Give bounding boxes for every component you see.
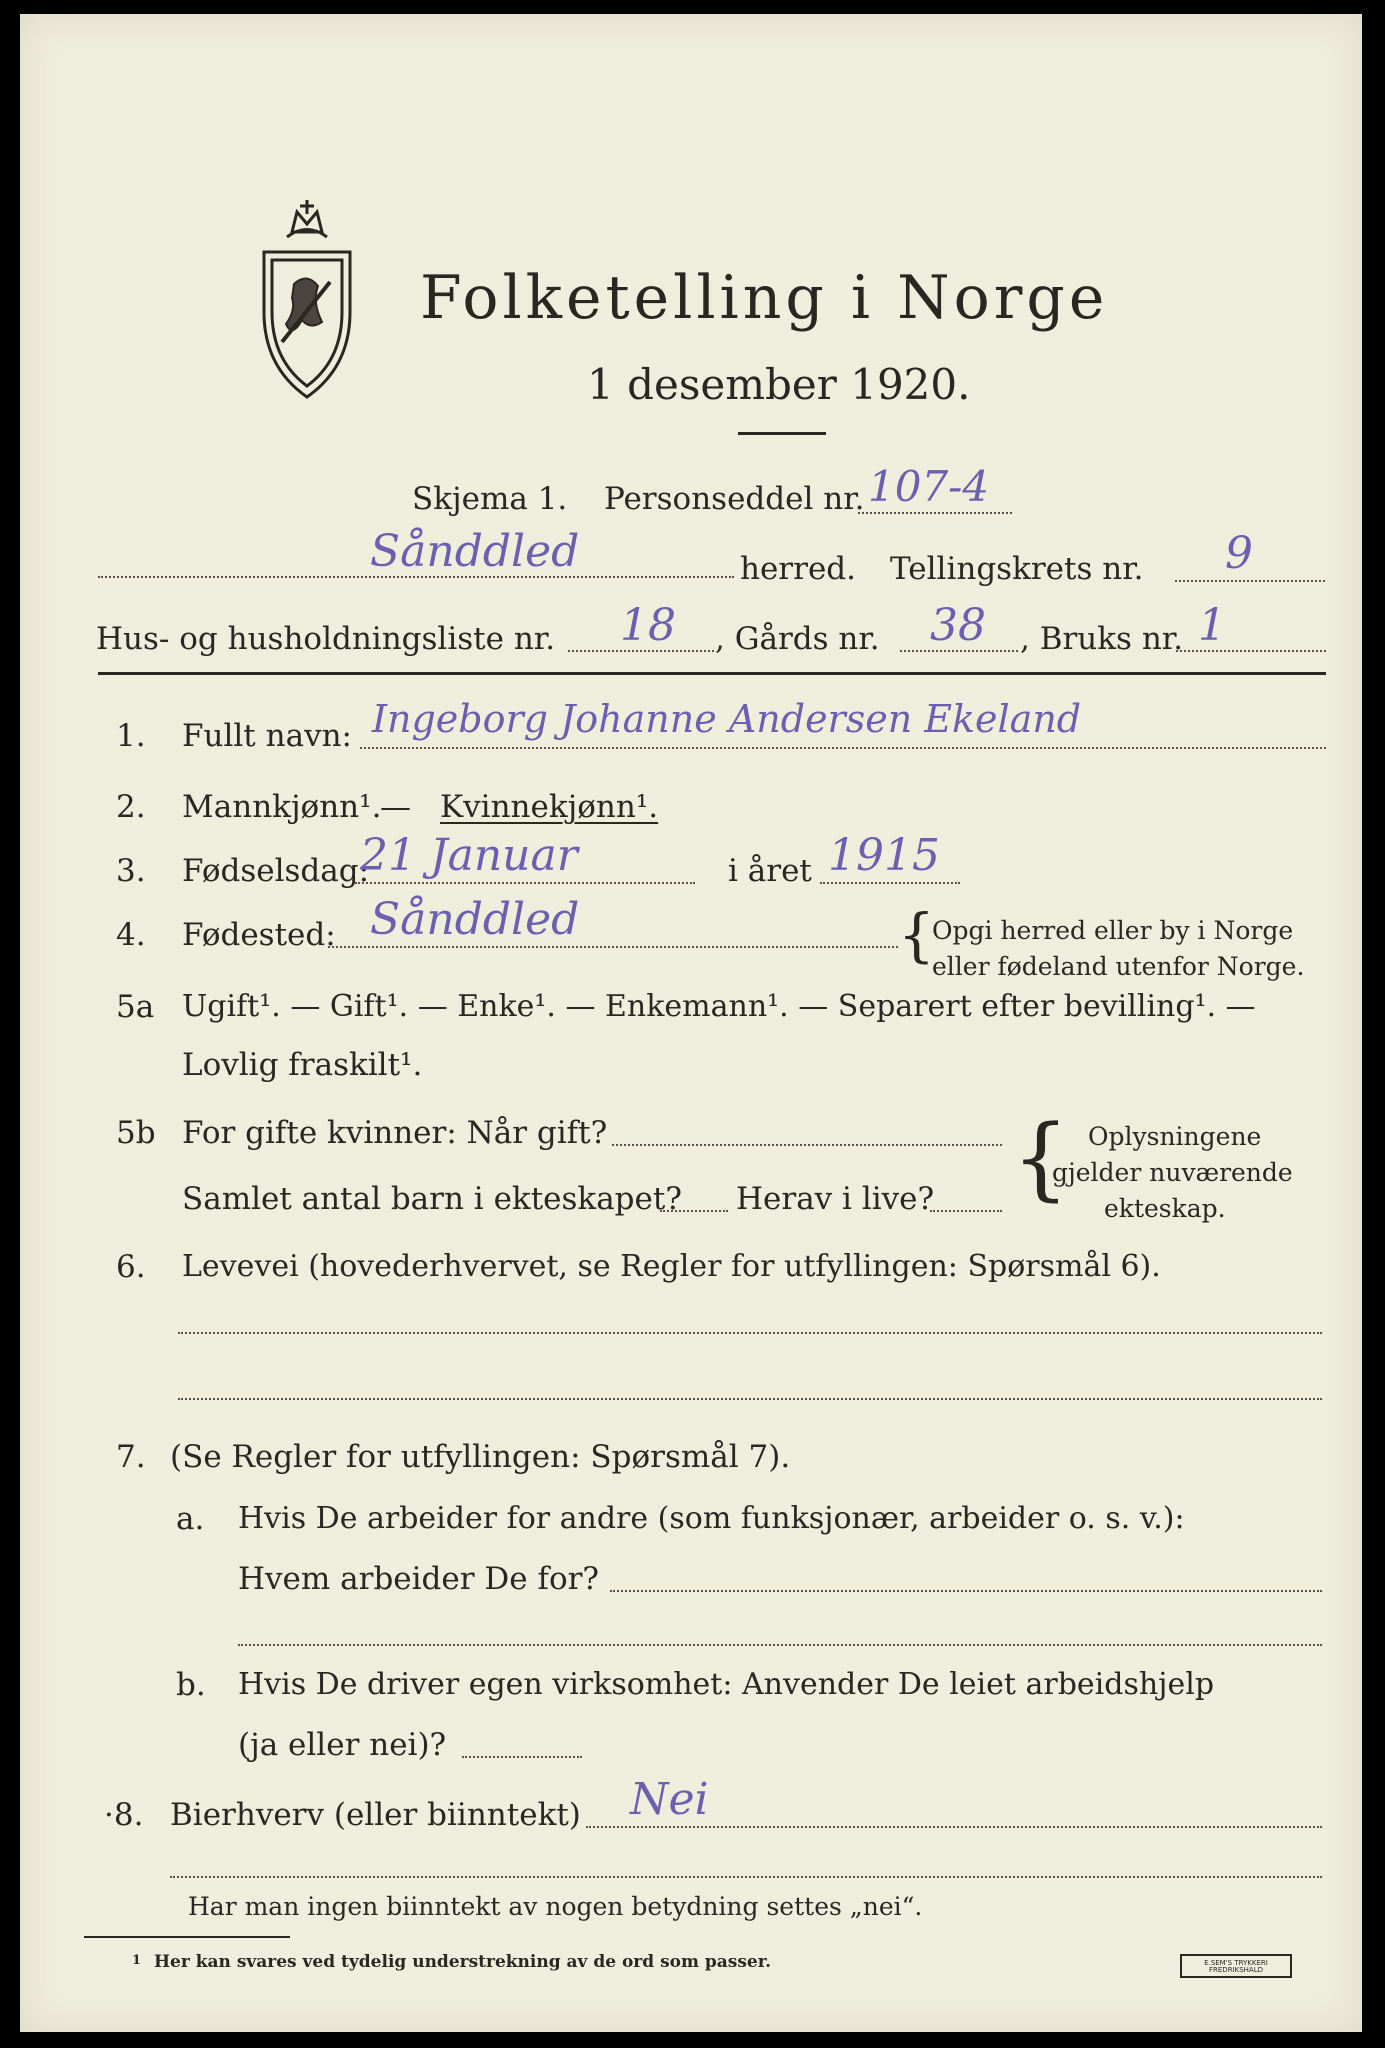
birthday-field[interactable] — [355, 882, 695, 884]
birthplace-value: Sånddled — [370, 894, 580, 945]
full-name-field[interactable] — [360, 747, 1326, 749]
norwegian-coat-of-arms-icon — [252, 192, 362, 402]
q1-number: 1. — [116, 718, 146, 754]
form-title: Folketelling i Norge — [420, 263, 1109, 333]
birth-year-value: 1915 — [828, 830, 940, 881]
q3-label: Fødselsdag: — [182, 853, 370, 889]
children-alive-field[interactable] — [930, 1210, 1002, 1212]
q5b-brace: { — [1012, 1106, 1070, 1211]
q4-label: Fødested: — [182, 917, 336, 953]
q4-note-2: eller fødeland utenfor Norge. — [932, 952, 1305, 981]
children-total-label: Samlet antal barn i ekteskapet? — [182, 1181, 682, 1217]
occupation-field-2[interactable] — [178, 1398, 1322, 1400]
footnote-text: Her kan svares ved tydelig understrekning av de ord som passer. — [154, 1952, 772, 1972]
side-income-value: Nei — [630, 1774, 709, 1825]
q5a-number: 5a — [116, 989, 155, 1025]
occupation-field-1[interactable] — [178, 1332, 1322, 1334]
footnote-mark: 1 — [132, 1953, 142, 1968]
herred-label: herred. — [740, 551, 856, 587]
gards-value: 38 — [930, 600, 986, 651]
personseddel-label: Personseddel nr. — [604, 481, 865, 517]
q7a-line-1: Hvis De arbeider for andre (som funksjonær, arbeider o. s. v.): — [238, 1501, 1185, 1536]
title-divider — [738, 432, 826, 435]
personseddel-field[interactable] — [858, 512, 1012, 514]
married-when-field[interactable] — [612, 1144, 1002, 1146]
marital-status-options[interactable]: Ugift¹. — Gift¹. — Enke¹. — Enkemann¹. — Separert efter bevilling¹. — — [182, 989, 1256, 1024]
q4-brace: { — [898, 901, 935, 969]
census-form — [20, 14, 1362, 2032]
herred-value: Sånddled — [370, 526, 580, 577]
skjema-label: Skjema 1. — [412, 481, 568, 517]
q3-number: 3. — [116, 853, 146, 889]
q7a-letter: a. — [176, 1501, 205, 1537]
q5b-note-1: Oplysningene — [1088, 1122, 1262, 1151]
divorced-option[interactable]: Lovlig fraskilt¹. — [182, 1047, 423, 1083]
q6-label: Levevei (hovederhvervet, se Regler for utfyllingen: Spørsmål 6). — [182, 1249, 1161, 1284]
children-total-field[interactable] — [660, 1210, 728, 1212]
nei-note: Har man ingen biinntekt av nogen betydning settes „nei“. — [188, 1892, 923, 1921]
q4-number: 4. — [116, 917, 146, 953]
birth-year-field[interactable] — [820, 882, 960, 884]
full-name-value: Ingeborg Johanne Andersen Ekeland — [372, 697, 1082, 741]
q7-label: (Se Regler for utfyllingen: Spørsmål 7). — [170, 1439, 791, 1475]
hus-value: 18 — [620, 600, 676, 651]
q1-label: Fullt navn: — [182, 718, 352, 754]
header-divider — [98, 672, 1326, 675]
side-income-field-1[interactable] — [586, 1826, 1322, 1828]
q2-dash: — — [380, 789, 411, 825]
children-alive-label: Herav i live? — [736, 1181, 935, 1217]
side-income-field-2[interactable] — [170, 1876, 1322, 1878]
hus-label: Hus- og husholdningsliste nr. — [96, 621, 556, 657]
year-label: i året — [728, 853, 812, 889]
q7b-letter: b. — [176, 1667, 206, 1703]
hired-help-field[interactable] — [462, 1756, 582, 1758]
personseddel-value: 107-4 — [868, 462, 990, 511]
married-when-label: For gifte kvinner: Når gift? — [182, 1115, 608, 1151]
tellingskrets-label: Tellingskrets nr. — [890, 551, 1144, 587]
q7b-line-1: Hvis De driver egen virksomhet: Anvender De leiet arbeidshjelp — [238, 1667, 1215, 1702]
bruks-value: 1 — [1198, 600, 1226, 651]
q7a-line-2: Hvem arbeider De for? — [238, 1561, 600, 1597]
q4-note-1: Opgi herred eller by i Norge — [932, 916, 1294, 945]
census-date: 1 desember 1920. — [587, 360, 971, 409]
female-option[interactable]: Kvinnekjønn¹. — [440, 789, 659, 825]
printer-stamp: E.SEM'S TRYKKERI FREDRIKSHALD — [1180, 1954, 1292, 1978]
q7b-line-2: (ja eller nei)? — [238, 1727, 447, 1763]
male-option[interactable]: Mannkjønn¹. — [182, 789, 382, 825]
q8-number: ·8. — [104, 1797, 144, 1833]
q7-number: 7. — [116, 1439, 146, 1475]
bruks-label: , Bruks nr. — [1020, 621, 1184, 657]
q5b-number: 5b — [116, 1115, 156, 1151]
birthplace-field[interactable] — [328, 946, 898, 948]
q2-number: 2. — [116, 789, 146, 825]
gards-label: , Gårds nr. — [715, 621, 880, 657]
q5b-note-3: ekteskap. — [1104, 1194, 1226, 1223]
q6-number: 6. — [116, 1249, 146, 1285]
tellingskrets-value: 9 — [1225, 528, 1253, 579]
employer-field-1[interactable] — [610, 1590, 1322, 1592]
q8-label: Bierhverv (eller biinntekt) — [170, 1797, 581, 1833]
birthday-value: 21 Januar — [360, 830, 578, 881]
q5b-note-2: gjelder nuværende — [1052, 1158, 1293, 1187]
tellingskrets-field[interactable] — [1175, 580, 1325, 582]
footnote-divider — [84, 1936, 290, 1938]
employer-field-2[interactable] — [238, 1644, 1322, 1646]
